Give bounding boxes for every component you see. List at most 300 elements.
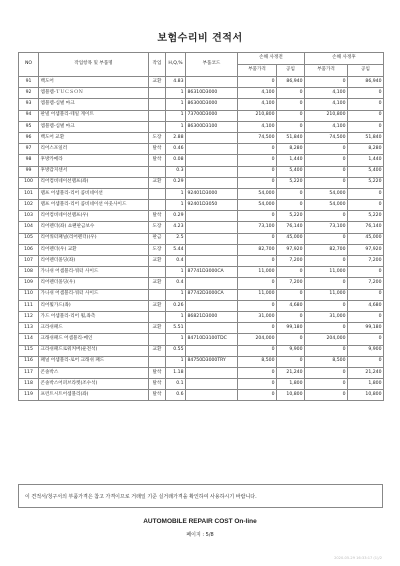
cell-no: 107 [19,256,39,267]
cell-item: 리어휠가드(좌) [39,300,149,311]
document-title: 보험수리비 견적서 [157,33,243,44]
cell-after-labor: 51,840 [348,132,384,143]
cell-part-code: 92401D3050 [186,200,238,211]
header-after: 손해 사정후 [305,53,384,65]
cell-item: 리어펜더몰딩(우) [39,278,149,289]
cell-item: 리어컴비네이션램프(좌) [39,177,149,188]
table-row [19,233,384,244]
cell-before-labor: 97,920 [277,244,305,255]
cell-item: 리어펜더(좌) 쇼팬판금보수 [39,222,149,233]
cell-before-labor: 0 [277,289,305,300]
cell-after-part-price: 0 [305,233,348,244]
cell-part-code: 86310D3000 [186,88,238,99]
cell-hq: 1 [166,334,186,345]
cell-after-labor: 0 [348,200,384,211]
cell-no: 101 [19,188,39,199]
cell-part-code [186,77,238,88]
cell-after-part-price: 11,000 [305,267,348,278]
cell-work: 탈착 [149,390,166,401]
cell-before-labor: 0 [277,311,305,322]
cell-work: 탈착 [149,144,166,155]
cell-after-part-price: 0 [305,256,348,267]
table-row [19,121,384,132]
cell-before-labor: 1,800 [277,379,305,390]
cell-no: 97 [19,144,39,155]
table-row [19,356,384,367]
cell-part-code [186,211,238,222]
cell-part-code [186,132,238,143]
cell-hq: 4.23 [166,222,186,233]
cell-no: 95 [19,121,39,132]
cell-after-labor: 0 [348,289,384,300]
cell-part-code: 86821D3000 [186,311,238,322]
page-number: 페이지 : 5/8 [186,532,214,538]
table-row [19,323,384,334]
cell-before-labor: 0 [277,99,305,110]
cell-before-labor: 5,220 [277,211,305,222]
cell-before-labor: 5,220 [277,177,305,188]
cell-after-labor: 0 [348,334,384,345]
cell-hq: 0.26 [166,300,186,311]
cell-item: 가니쉬 어셈블리-쿼터 사이드 [39,267,149,278]
cell-before-labor: 1,440 [277,155,305,166]
estimate-table [18,52,384,401]
cell-after-part-price: 4,100 [305,88,348,99]
price-notice: 이 견적서/청구서의 부품가격은 참고 가격이므로 거래일 기준 실거래가격을 확인하여 사용하시기 바랍니다. [18,484,383,508]
table-row [19,188,384,199]
cell-work [149,121,166,132]
cell-part-code [186,166,238,177]
cell-work: 교환 [149,345,166,356]
cell-part-code [186,323,238,334]
cell-before-labor: 10,800 [277,390,305,401]
cell-item: 램프 어셈블리-리어 콤비네이션 아웃사이드 [39,200,149,211]
cell-item: 엠블렘-심벌 마크 [39,121,149,132]
cell-hq: 1 [166,200,186,211]
cell-before-part-price: 0 [238,323,277,334]
cell-hq: 1 [166,99,186,110]
cell-after-part-price: 82,700 [305,244,348,255]
cell-after-labor: 1,800 [348,379,384,390]
cell-no: 100 [19,177,39,188]
cell-hq: 0.29 [166,211,186,222]
cell-work: 도장 [149,244,166,255]
cell-after-part-price: 0 [305,379,348,390]
header-work: 작업 [149,53,166,77]
cell-work: 도장 [149,222,166,233]
cell-part-code: 86300D3000 [186,99,238,110]
cell-after-labor: 10,800 [348,390,384,401]
cell-work [149,110,166,121]
cell-after-labor: 5,400 [348,166,384,177]
table-row [19,244,384,255]
cell-item: 콘솔박스 [39,367,149,378]
cell-hq: 0.4 [166,278,186,289]
cell-after-part-price: 4,100 [305,99,348,110]
cell-after-part-price: 0 [305,278,348,289]
cell-part-code [186,233,238,244]
cell-work [149,267,166,278]
cell-before-part-price: 54,000 [238,200,277,211]
cell-work [149,88,166,99]
cell-after-part-price: 210,800 [305,110,348,121]
cell-work [149,289,166,300]
cell-after-part-price: 0 [305,177,348,188]
cell-before-part-price: 0 [238,155,277,166]
cell-before-part-price: 0 [238,77,277,88]
cell-before-part-price: 73,100 [238,222,277,233]
table-header [19,53,384,77]
cell-after-part-price: 4,100 [305,121,348,132]
cell-no: 115 [19,345,39,356]
cell-after-part-price: 0 [305,77,348,88]
header-before-part-price: 부품가격 [238,65,277,77]
table-row [19,379,384,390]
cell-no: 91 [19,77,39,88]
cell-hq: 1.18 [166,367,186,378]
cell-work [149,356,166,367]
cell-item: 콘솔박스어퍼브라켓(조수석) [39,379,149,390]
cell-no: 103 [19,211,39,222]
cell-work: 탈착 [149,155,166,166]
cell-after-labor: 7,200 [348,278,384,289]
cell-hq: 0.29 [166,177,186,188]
cell-after-part-price: 0 [305,367,348,378]
cell-item: 백도어 교환 [39,132,149,143]
cell-part-code: 87742D3000CA [186,289,238,300]
cell-after-labor: 0 [348,121,384,132]
cell-before-part-price: 54,000 [238,188,277,199]
cell-work: 도장 [149,132,166,143]
cell-before-part-price: 0 [238,256,277,267]
cell-after-part-price: 11,000 [305,289,348,300]
cell-hq: 0.4 [166,256,186,267]
cell-item: 크라쉬패드로워커버(운전석) [39,345,149,356]
table-row [19,367,384,378]
cell-no: 111 [19,300,39,311]
cell-hq: 2.5 [166,233,186,244]
table-row [19,155,384,166]
cell-before-labor: 0 [277,121,305,132]
cell-part-code [186,379,238,390]
cell-after-labor: 0 [348,188,384,199]
cell-before-part-price: 0 [238,166,277,177]
cell-after-part-price: 8,500 [305,356,348,367]
cell-before-labor: 0 [277,200,305,211]
cell-part-code [186,222,238,233]
cell-before-labor: 0 [277,267,305,278]
cell-no: 112 [19,311,39,322]
cell-no: 108 [19,267,39,278]
cell-item: 리어쿼터패널(리어펜더)(우) [39,233,149,244]
header-before-labor: 공임 [277,65,305,77]
cell-work: 교환 [149,177,166,188]
cell-before-part-price: 0 [238,233,277,244]
cell-item: 가드 어셈블리-리어 휠,좌측 [39,311,149,322]
cell-part-code: 73700D3000 [186,110,238,121]
cell-after-part-price: 0 [305,345,348,356]
cell-part-code [186,177,238,188]
cell-no: 109 [19,278,39,289]
print-stamp: 2020-05-29 16:33:17 (1)/2 [334,556,382,560]
table-row [19,88,384,99]
cell-before-part-price: 74,500 [238,132,277,143]
cell-no: 113 [19,323,39,334]
cell-after-labor: 0 [348,99,384,110]
brand-footer: AUTOMOBILE REPAIR COST On-line [143,518,257,525]
cell-before-part-price: 0 [238,367,277,378]
cell-after-labor: 45,000 [348,233,384,244]
cell-after-part-price: 31,000 [305,311,348,322]
cell-work [149,99,166,110]
cell-before-labor: 5,400 [277,166,305,177]
cell-item: 램프 어셈블리-리어 콤비네이션 [39,188,149,199]
cell-after-part-price: 204,000 [305,334,348,345]
table-row [19,390,384,401]
cell-before-labor: 0 [277,334,305,345]
table-row [19,345,384,356]
cell-part-code [186,144,238,155]
cell-work: 교환 [149,256,166,267]
cell-before-part-price: 0 [238,345,277,356]
cell-before-labor: 0 [277,88,305,99]
cell-after-part-price: 73,100 [305,222,348,233]
cell-hq: 1 [166,311,186,322]
cell-after-labor: 1,440 [348,155,384,166]
table-row [19,278,384,289]
cell-item: 패널 어셈블리-로어 크래쉬 패드 [39,356,149,367]
cell-part-code [186,278,238,289]
cell-after-part-price: 54,000 [305,200,348,211]
cell-after-labor: 0 [348,110,384,121]
cell-no: 114 [19,334,39,345]
table-row [19,222,384,233]
cell-no: 105 [19,233,39,244]
cell-before-part-price: 0 [238,390,277,401]
cell-after-labor: 8,280 [348,144,384,155]
cell-part-code [186,300,238,311]
cell-before-part-price: 0 [238,144,277,155]
table-row [19,166,384,177]
cell-after-part-price: 0 [305,300,348,311]
cell-hq: 1 [166,289,186,300]
cell-work: 교환 [149,323,166,334]
cell-no: 104 [19,222,39,233]
cell-after-part-price: 0 [305,323,348,334]
cell-before-part-price: 11,000 [238,267,277,278]
cell-before-part-price: 4,100 [238,99,277,110]
cell-item: 판넬 어셈블리-테일 게이트 [39,110,149,121]
cell-part-code: 84750D3000TRY [186,356,238,367]
cell-no: 106 [19,244,39,255]
cell-after-labor: 4,680 [348,300,384,311]
cell-after-part-price: 54,000 [305,188,348,199]
table-row [19,99,384,110]
cell-after-part-price: 0 [305,144,348,155]
header-part-code: 부품코드 [186,53,238,77]
cell-after-labor: 86,940 [348,77,384,88]
cell-item: 리어스포일러 [39,144,149,155]
cell-work: 탈착 [149,367,166,378]
cell-item: 후방감지센서 [39,166,149,177]
cell-work: 판금 [149,233,166,244]
cell-hq: 1 [166,356,186,367]
cell-item: 엠블렘-심벌 마크 [39,99,149,110]
cell-hq: 0.08 [166,155,186,166]
cell-before-part-price: 0 [238,211,277,222]
cell-no: 96 [19,132,39,143]
cell-hq: 0.46 [166,144,186,155]
cell-hq: 1 [166,110,186,121]
cell-before-labor: 45,000 [277,233,305,244]
cell-work [149,334,166,345]
cell-part-code [186,345,238,356]
header-hq: H,Q,% [166,53,186,77]
cell-before-part-price: 11,000 [238,289,277,300]
cell-item: 후방카메라 [39,155,149,166]
cell-part-code [186,367,238,378]
cell-item: 리어펜더(우) 교환 [39,244,149,255]
cell-before-labor: 86,940 [277,77,305,88]
cell-no: 118 [19,379,39,390]
cell-part-code [186,256,238,267]
cell-item: 리어펜더몰딩(좌) [39,256,149,267]
cell-hq: 4.83 [166,77,186,88]
cell-no: 92 [19,88,39,99]
cell-item: 크라쉬패드 [39,323,149,334]
cell-hq: 2.88 [166,132,186,143]
cell-hq: 5.44 [166,244,186,255]
cell-part-code [186,390,238,401]
cell-part-code: 86300D3100 [186,121,238,132]
cell-before-labor: 7,200 [277,278,305,289]
cell-before-part-price: 0 [238,300,277,311]
cell-after-labor: 76,140 [348,222,384,233]
header-after-part-price: 부품가격 [305,65,348,77]
cell-item: 프런트시트어셈블리(좌) [39,390,149,401]
cell-before-labor: 0 [277,356,305,367]
table-row [19,256,384,267]
cell-item: 리어컴비네이션램프(우) [39,211,149,222]
cell-work [149,188,166,199]
cell-before-part-price: 31,000 [238,311,277,322]
cell-part-code: 92401D3000 [186,188,238,199]
table-row [19,110,384,121]
header-before: 손해 사정전 [238,53,305,65]
cell-no: 116 [19,356,39,367]
cell-before-labor: 99,180 [277,323,305,334]
cell-hq: 1 [166,267,186,278]
cell-before-part-price: 4,100 [238,121,277,132]
cell-work: 교환 [149,278,166,289]
cell-hq: 0.6 [166,390,186,401]
cell-no: 93 [19,99,39,110]
cell-part-code [186,244,238,255]
cell-after-labor: 99,180 [348,323,384,334]
cell-work [149,200,166,211]
table-row [19,334,384,345]
cell-before-part-price: 8,500 [238,356,277,367]
table-row [19,300,384,311]
cell-before-labor: 76,140 [277,222,305,233]
cell-before-labor: 8,280 [277,144,305,155]
cell-after-part-price: 0 [305,211,348,222]
table-row [19,311,384,322]
cell-after-labor: 7,200 [348,256,384,267]
cell-before-labor: 9,900 [277,345,305,356]
cell-work: 탈착 [149,211,166,222]
cell-after-labor: 5,220 [348,211,384,222]
table-body [19,77,384,401]
table-row [19,177,384,188]
cell-work: 교환 [149,77,166,88]
cell-before-labor: 4,680 [277,300,305,311]
cell-hq: 1 [166,188,186,199]
cell-before-labor: 0 [277,188,305,199]
cell-part-code [186,155,238,166]
cell-no: 98 [19,155,39,166]
cell-item: 가니쉬 어셈블리-쿼터 사이드 [39,289,149,300]
table-row [19,267,384,278]
cell-before-labor: 21,240 [277,367,305,378]
cell-item: 크래쉬패드 어셈블리-메인 [39,334,149,345]
cell-no: 94 [19,110,39,121]
cell-work [149,166,166,177]
cell-before-part-price: 0 [238,379,277,390]
table-row [19,211,384,222]
cell-after-labor: 97,920 [348,244,384,255]
cell-before-part-price: 0 [238,278,277,289]
cell-part-code: 84710D3100TDC [186,334,238,345]
cell-after-part-price: 0 [305,155,348,166]
cell-hq: 5.51 [166,323,186,334]
cell-before-part-price: 82,700 [238,244,277,255]
header-after-labor: 공임 [348,65,384,77]
cell-before-part-price: 4,100 [238,88,277,99]
table-row [19,144,384,155]
table-row [19,132,384,143]
table-row [19,77,384,88]
cell-hq: 0.3 [166,166,186,177]
cell-item: 엠블렘-ＴＵＣＳＯＮ [39,88,149,99]
cell-work [149,311,166,322]
cell-before-part-price: 210,800 [238,110,277,121]
cell-no: 119 [19,390,39,401]
cell-after-labor: 0 [348,267,384,278]
cell-no: 99 [19,166,39,177]
cell-work: 교환 [149,300,166,311]
cell-after-part-price: 0 [305,390,348,401]
header-item: 작업항목 및 부품명 [39,53,149,77]
cell-after-labor: 0 [348,356,384,367]
cell-no: 117 [19,367,39,378]
cell-no: 102 [19,200,39,211]
cell-after-labor: 0 [348,88,384,99]
cell-part-code: 87741D3000CA [186,267,238,278]
cell-hq: 1 [166,121,186,132]
cell-hq: 0.1 [166,379,186,390]
cell-before-part-price: 0 [238,177,277,188]
cell-work: 탈착 [149,379,166,390]
header-no: NO [19,53,39,77]
table-row [19,200,384,211]
cell-before-labor: 7,200 [277,256,305,267]
cell-hq: 0.55 [166,345,186,356]
cell-after-labor: 5,220 [348,177,384,188]
cell-after-labor: 0 [348,311,384,322]
cell-item: 백도어 [39,77,149,88]
table-row [19,289,384,300]
